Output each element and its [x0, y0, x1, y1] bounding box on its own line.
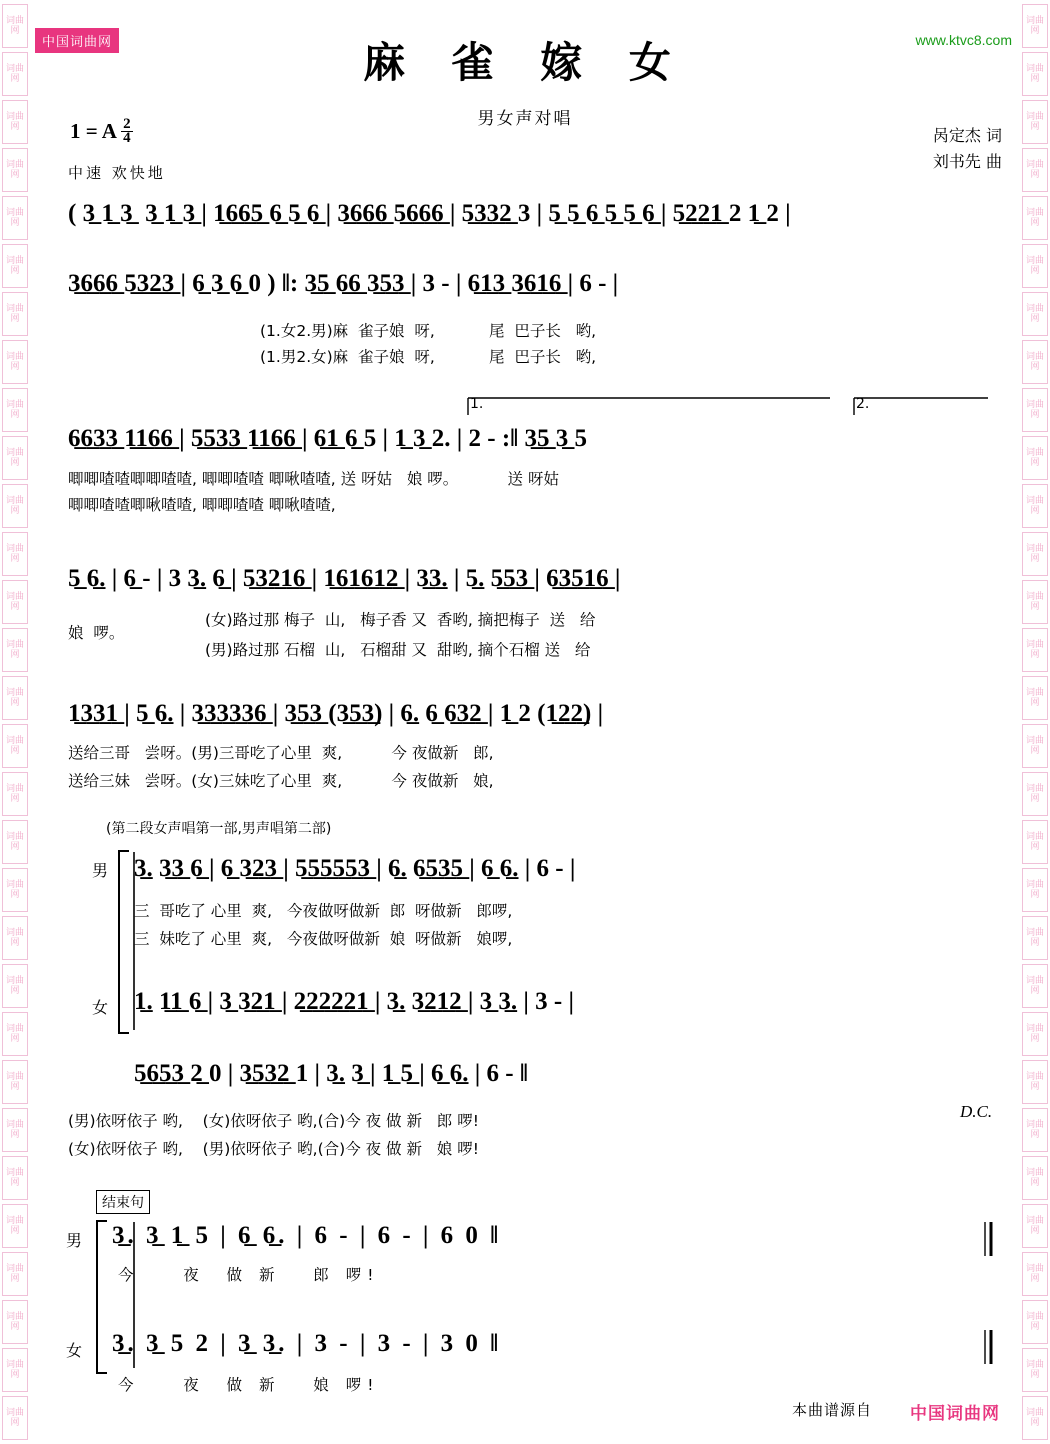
tempo-marking: 中速 欢快地 [68, 164, 166, 182]
lyric-line-8-male: 今 夜 做 新 郎 啰! [118, 1266, 380, 1284]
ending-bracket-1: 1. [470, 396, 484, 412]
watermark-cell: 词曲网 [2, 292, 28, 336]
watermark-cell: 词曲网 [2, 1348, 28, 1392]
watermark-cell: 词曲网 [1022, 580, 1048, 624]
watermark-strip-left [0, 0, 30, 1444]
watermark-cell: 词曲网 [1022, 436, 1048, 480]
music-line-7: 5̲6̲5̲3̲ 2̲ 0 | 3̲5̲3̲2̲ 1 | 3̲. 3̲ | 1̲ 5̲ | 6̲ 6̲. | 6 - ‖ [134, 1060, 528, 1087]
music-line-6-female: 1̲. 1̲1̲ 6̲ | 3̲ 3̲2̲1̲ | 2̲2̲2̲2̲2̲1̲ | 3̲. 3̲2̲1̲2̲ | 3̲ 3̲. | 3 - | [134, 988, 574, 1015]
watermark-cell: 词曲网 [1022, 1012, 1048, 1056]
watermark-cell: 词曲网 [1022, 1060, 1048, 1104]
meter-numerator: 2 [123, 116, 131, 132]
lyric-line-8-female: 今 夜 做 新 娘 啰! [118, 1376, 380, 1394]
lyric-line-3a: 唧唧喳喳唧唧喳喳, 唧唧喳喳 唧啾喳喳, 送 呀姑 娘 啰。 送 呀姑 [68, 470, 559, 488]
lyric-line-4a: (女)路过那 梅子 山, 梅子香 又 香哟, 摘把梅子 送 给 [205, 611, 596, 629]
watermark-cell: 词曲网 [2, 1060, 28, 1104]
watermark-cell: 词曲网 [1022, 868, 1048, 912]
watermark-cell: 词曲网 [1022, 388, 1048, 432]
watermark-cell: 词曲网 [1022, 1348, 1048, 1392]
watermark-cell: 词曲网 [1022, 484, 1048, 528]
lyricist: 呙定杰 词 [932, 126, 1002, 145]
watermark-cell: 词曲网 [1022, 340, 1048, 384]
site-logo: 中国词曲网 [35, 28, 119, 53]
watermark-cell: 词曲网 [2, 148, 28, 192]
key-signature [70, 118, 133, 145]
watermark-cell: 词曲网 [2, 772, 28, 816]
watermark-cell: 词曲网 [2, 1396, 28, 1440]
lyric-line-6a: 三 哥吃了 心里 爽, 今夜做呀做新 郎 呀做新 郎啰, [134, 902, 513, 920]
watermark-cell: 词曲网 [2, 388, 28, 432]
lyric-line-4-pickup: 娘 啰。 [68, 624, 125, 642]
watermark-cell: 词曲网 [1022, 4, 1048, 48]
watermark-cell: 词曲网 [2, 676, 28, 720]
music-line-5: 1̲3̲3̲1̲ | 5̲ 6̲. | 3̲3̲3̲3̲3̲6̲ | 3̲5̲3̲ (3̲5̲3̲) | 6̲. 6̲ 6̲3̲2̲ | 1̲ 2 (1̲2̲2̲) | [68, 700, 604, 727]
watermark-cell: 词曲网 [2, 340, 28, 384]
watermark-cell: 词曲网 [1022, 532, 1048, 576]
music-line-2: 3̲6̲6̲6̲ 5̲3̲2̲3̲ | 6̲ 3̲ 6̲ 0 ) ‖: 3̲5̲ 6̲6̲ 3̲5̲3̲ | 3 - | 6̲1̲3̲ 3̲6̲1̲6̲ | 6 - | [68, 270, 619, 297]
watermark-cell: 词曲网 [2, 916, 28, 960]
watermark-cell: 词曲网 [1022, 100, 1048, 144]
duet-brace-1 [118, 850, 129, 1034]
watermark-cell: 词曲网 [1022, 1396, 1048, 1440]
ending-bracket-2: 2. [856, 396, 870, 412]
subtitle: 男女声对唱 [477, 109, 573, 129]
page-title: 麻 雀 嫁 女 [363, 38, 687, 87]
watermark-cell: 词曲网 [2, 964, 28, 1008]
watermark-cell: 词曲网 [2, 1300, 28, 1344]
lyric-line-7b: (女)依呀依子 哟, (男)依呀依子 哟,(合)今 夜 做 新 娘 啰! [68, 1140, 479, 1158]
watermark-cell: 词曲网 [1022, 676, 1048, 720]
part-label-female-1: 女 [92, 998, 109, 1017]
lyric-line-5a: 送给三哥 尝呀。(男)三哥吃了心里 爽, 今 夜做新 郎, [68, 744, 494, 762]
watermark-cell: 词曲网 [2, 580, 28, 624]
lyric-line-3b: 唧唧喳喳唧啾喳喳, 唧唧喳喳 唧啾喳喳, [68, 496, 336, 514]
part-label-male-2: 男 [66, 1231, 83, 1250]
watermark-cell: 词曲网 [1022, 724, 1048, 768]
watermark-cell: 词曲网 [2, 1252, 28, 1296]
watermark-cell: 词曲网 [2, 436, 28, 480]
watermark-cell: 词曲网 [1022, 1108, 1048, 1152]
music-line-6-male: 3̲. 3̲3̲ 6̲ | 6̲ 3̲2̲3̲ | 5̲5̲5̲5̲5̲3̲ | 6̲. 6̲5̲3̲5̲ | 6̲ 6̲. | 6 - | [134, 855, 576, 882]
watermark-cell: 词曲网 [1022, 1300, 1048, 1344]
watermark-cell: 词曲网 [2, 628, 28, 672]
lyric-line-5b: 送给三妹 尝呀。(女)三妹吃了心里 爽, 今 夜做新 娘, [68, 772, 494, 790]
composer: 刘书先 曲 [932, 152, 1002, 171]
performance-note: (第二段女声唱第一部,男声唱第二部) [106, 821, 332, 837]
watermark-cell: 词曲网 [2, 52, 28, 96]
lyric-line-7a: (男)依呀依子 哟, (女)依呀依子 哟,(合)今 夜 做 新 郎 啰! [68, 1112, 479, 1130]
watermark-cell: 词曲网 [1022, 628, 1048, 672]
part-label-female-2: 女 [66, 1341, 83, 1360]
watermark-cell: 词曲网 [2, 1156, 28, 1200]
watermark-cell: 词曲网 [2, 868, 28, 912]
watermark-cell: 词曲网 [2, 724, 28, 768]
key-label: 1 = A [70, 119, 116, 143]
coda-section-label: 结束句 [96, 1190, 150, 1214]
dc-marking: D.C. [960, 1102, 993, 1121]
music-line-1: ( 3̲ 1̲ 3̲ 3̲ 1̲ 3̲ | 1̲6̲6̲5̲ 6̲ 5̲ 6̲ | 3̲6̲6̲6̲ 5̲6̲6̲6̲ | 5̲3̲3̲2̲ 3 | 5̲ 5̲ 6̲ 5̲ 5̲ 6̲ | 5̲2̲2̲1̲ 2 1̲ 2 | [68, 200, 791, 227]
footer-source-text: 本曲谱源自 [791, 1401, 872, 1419]
watermark-cell: 词曲网 [2, 100, 28, 144]
watermark-cell: 词曲网 [1022, 916, 1048, 960]
credits [933, 123, 1002, 175]
lyric-line-2b: (1.男2.女)麻 雀子娘 呀, 尾 巴子长 哟, [260, 348, 597, 366]
watermark-cell: 词曲网 [1022, 244, 1048, 288]
watermark-cell: 词曲网 [1022, 292, 1048, 336]
music-line-8-female: 3̲. 3̲ 5 2 | 3̲ 3̲. | 3 - | 3 - | 3 0 ‖ [112, 1330, 502, 1357]
watermark-cell: 词曲网 [2, 820, 28, 864]
lyric-line-4b: (男)路过那 石榴 山, 石榴甜 又 甜哟, 摘个石榴 送 给 [205, 641, 591, 659]
music-line-4: 5̲ 6̲. | 6̲ - | 3 3̲. 6̲ | 5̲3̲2̲1̲6̲ | 1̲6̲1̲6̲1̲2̲ | 3̲3̲. | 5̲. 5̲5̲3̲ | 6̲3̲5̲1̲6̲ | [68, 565, 621, 592]
duet-brace-2 [96, 1220, 107, 1374]
music-line-8-male: 3̲. 3̲ 1̲ 5 | 6̲ 6̲. | 6 - | 6 - | 6 0 ‖ [112, 1222, 502, 1249]
watermark-cell: 词曲网 [2, 244, 28, 288]
watermark-cell: 词曲网 [1022, 1156, 1048, 1200]
watermark-cell: 词曲网 [2, 532, 28, 576]
music-line-3: 6̲6̲3̲3̲ 1̲1̲6̲6̲ | 5̲5̲3̲3̲ 1̲1̲6̲6̲ | 6̲1̲ 6̲ 5 | 1̲ 3̲ 2. | 2 - :‖ 3̲5̲ 3̲ 5 [68, 425, 588, 452]
watermark-cell: 词曲网 [1022, 1252, 1048, 1296]
watermark-cell: 词曲网 [1022, 772, 1048, 816]
site-url: www.ktvc8.com [915, 32, 1012, 48]
footer-site-logo: 中国词曲网 [910, 1404, 1000, 1424]
lyric-line-6b: 三 妹吃了 心里 爽, 今夜做呀做新 娘 呀做新 娘啰, [134, 930, 513, 948]
watermark-cell: 词曲网 [2, 1204, 28, 1248]
watermark-cell: 词曲网 [2, 484, 28, 528]
watermark-cell: 词曲网 [2, 4, 28, 48]
watermark-cell: 词曲网 [1022, 196, 1048, 240]
watermark-cell: 词曲网 [1022, 964, 1048, 1008]
lyric-line-2a: (1.女2.男)麻 雀子娘 呀, 尾 巴子长 哟, [260, 322, 597, 340]
watermark-cell: 词曲网 [1022, 52, 1048, 96]
time-signature [121, 118, 133, 145]
watermark-cell: 词曲网 [1022, 820, 1048, 864]
meter-denominator: 4 [123, 130, 131, 146]
watermark-cell: 词曲网 [1022, 1204, 1048, 1248]
watermark-cell: 词曲网 [2, 196, 28, 240]
watermark-cell: 词曲网 [2, 1012, 28, 1056]
sheet-music-page [30, 0, 1020, 1444]
watermark-strip-right [1020, 0, 1050, 1444]
part-label-male-1: 男 [92, 861, 109, 880]
watermark-cell: 词曲网 [1022, 148, 1048, 192]
watermark-cell: 词曲网 [2, 1108, 28, 1152]
